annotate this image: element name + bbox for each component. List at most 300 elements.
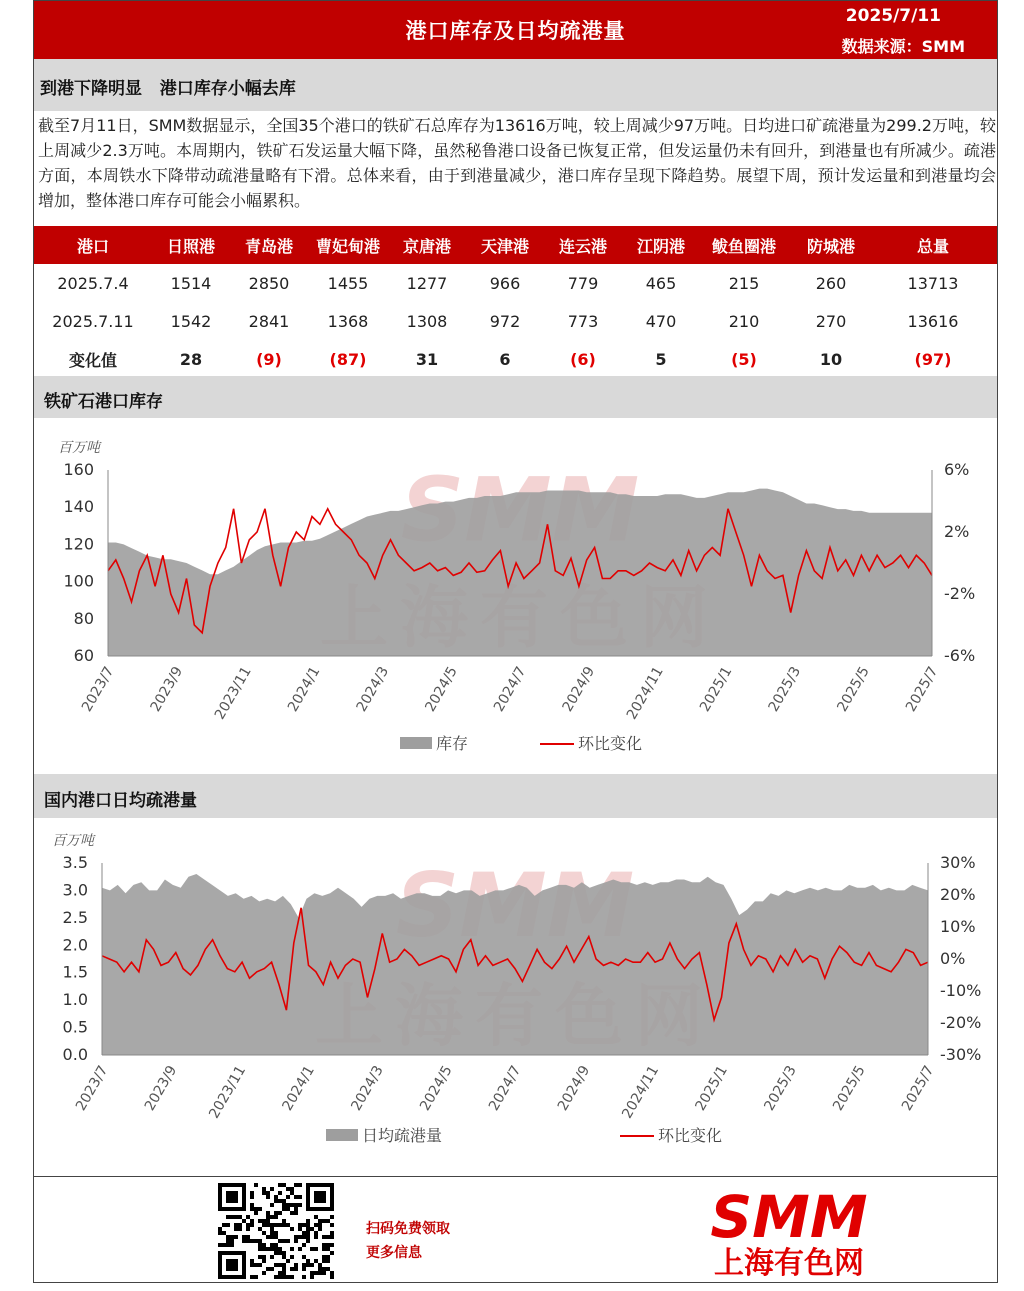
y2-tick-label: -2% (944, 584, 976, 603)
qr-module (294, 1267, 298, 1271)
x-tick-label: 2023/9 (147, 664, 187, 715)
qr-module (266, 1267, 270, 1271)
qr-module (282, 1223, 286, 1227)
x-tick-label: 2024/5 (422, 664, 461, 715)
qr-module (294, 1239, 298, 1243)
qr-module (274, 1211, 278, 1215)
qr-module (266, 1211, 270, 1215)
qr-module (298, 1223, 302, 1227)
qr-module (278, 1275, 282, 1279)
qr-module (306, 1223, 310, 1227)
qr-module (282, 1219, 286, 1223)
qr-module (302, 1235, 306, 1239)
qr-module (306, 1219, 310, 1223)
qr-module (306, 1231, 310, 1235)
x-tick-label: 2025/7 (902, 664, 942, 715)
qr-module (286, 1195, 290, 1199)
column-header: 江阴港 (636, 236, 685, 256)
table-cell: 210 (728, 311, 760, 331)
qr-module (286, 1223, 290, 1227)
y2-tick-label: 10% (940, 917, 976, 936)
qr-module (294, 1263, 298, 1267)
qr-module (302, 1243, 306, 1247)
qr-module (306, 1235, 310, 1239)
promo-text (366, 1217, 450, 1265)
qr-module (262, 1243, 266, 1247)
qr-module (298, 1227, 302, 1231)
table-row (34, 264, 997, 302)
qr-module (282, 1275, 286, 1279)
qr-module (310, 1271, 314, 1275)
qr-module (242, 1239, 246, 1243)
qr-module (326, 1267, 330, 1271)
y2-tick-label: -10% (940, 981, 982, 1000)
column-header: 青岛港 (244, 236, 293, 256)
qr-module (302, 1275, 306, 1279)
qr-module (250, 1203, 254, 1207)
qr-module (322, 1255, 326, 1259)
table-cell: 1455 (327, 273, 369, 293)
column-header: 总量 (916, 236, 949, 256)
x-tick-label: 2024/9 (554, 1063, 594, 1114)
qr-module (246, 1239, 250, 1243)
qr-module (282, 1239, 286, 1243)
qr-module (298, 1183, 302, 1187)
qr-module (258, 1243, 262, 1247)
table-cell: 972 (489, 311, 521, 331)
y2-tick-label: -20% (940, 1013, 982, 1032)
promo-line-1: 扫码免费领取 (366, 1221, 450, 1237)
qr-module (318, 1223, 322, 1227)
change-cell: 5 (655, 349, 667, 369)
qr-module (218, 1231, 222, 1235)
qr-module (330, 1215, 334, 1219)
table-cell: 215 (728, 273, 760, 293)
y-tick-label: 160 (63, 460, 94, 479)
qr-module (322, 1271, 326, 1275)
qr-module (274, 1223, 278, 1227)
qr-module (330, 1243, 334, 1247)
legend-swatch-area (400, 737, 432, 749)
qr-module (282, 1251, 286, 1255)
qr-module (302, 1263, 306, 1267)
qr-module (310, 1227, 314, 1231)
qr-module (270, 1223, 274, 1227)
qr-module (286, 1259, 290, 1263)
qr-module (282, 1271, 286, 1275)
y-tick-label: 1.0 (62, 990, 88, 1010)
x-tick-label: 2025/3 (765, 664, 805, 715)
qr-module (330, 1231, 334, 1235)
x-tick-label: 2025/5 (834, 664, 873, 715)
x-tick-label: 2024/7 (485, 1063, 525, 1114)
x-tick-label: 2025/5 (830, 1063, 869, 1114)
change-label: 变化值 (68, 350, 117, 370)
qr-module (282, 1263, 286, 1267)
qr-module (286, 1187, 290, 1191)
qr-module (234, 1223, 238, 1227)
qr-module (274, 1263, 278, 1267)
change-cell: (87) (329, 349, 367, 369)
qr-module (234, 1235, 238, 1239)
qr-module (262, 1259, 266, 1263)
y-tick-label: 120 (63, 534, 94, 554)
qr-module (234, 1227, 238, 1231)
table-cell: 13616 (907, 311, 959, 331)
qr-module (318, 1267, 322, 1271)
report-header (34, 1, 997, 59)
qr-module (262, 1271, 266, 1275)
qr-finder-core (314, 1191, 326, 1203)
discharge-chart-svg (34, 818, 996, 1176)
table-cell: 1368 (327, 311, 369, 331)
footer (34, 1176, 997, 1284)
y-tick-label: 0.0 (62, 1045, 88, 1064)
table-cell: 779 (567, 273, 599, 293)
qr-module (278, 1223, 282, 1227)
qr-module (294, 1203, 298, 1207)
table-cell: 1277 (406, 273, 448, 293)
qr-module (262, 1187, 266, 1191)
qr-module (242, 1235, 246, 1239)
qr-module (282, 1183, 286, 1187)
qr-module (270, 1235, 274, 1239)
qr-module (290, 1227, 294, 1231)
qr-module (270, 1187, 274, 1191)
qr-module (298, 1195, 302, 1199)
qr-module (278, 1271, 282, 1275)
qr-module (258, 1239, 262, 1243)
qr-module (250, 1263, 254, 1267)
x-tick-label: 2025/1 (692, 1063, 731, 1114)
qr-module (238, 1227, 242, 1231)
qr-module (290, 1187, 294, 1191)
qr-module (230, 1235, 234, 1239)
qr-module (226, 1235, 230, 1239)
smm-logo (664, 1187, 914, 1277)
qr-module (310, 1263, 314, 1267)
qr-module (258, 1219, 262, 1223)
qr-module (250, 1239, 254, 1243)
change-cell: 28 (179, 349, 203, 369)
qr-module (298, 1235, 302, 1239)
y-tick-label: 100 (63, 571, 94, 591)
qr-module (318, 1219, 322, 1223)
qr-module (322, 1235, 326, 1239)
qr-module (258, 1263, 262, 1267)
qr-module (254, 1263, 258, 1267)
table-cell: 2850 (248, 273, 290, 293)
x-tick-label: 2023/7 (72, 1063, 112, 1114)
y-tick-label: 140 (63, 497, 94, 517)
x-tick-label: 2025/1 (696, 664, 736, 715)
qr-module (270, 1203, 274, 1207)
qr-module (246, 1235, 250, 1239)
qr-module (294, 1195, 298, 1199)
qr-module (278, 1247, 282, 1251)
qr-code-icon[interactable] (218, 1183, 334, 1279)
qr-module (254, 1207, 258, 1211)
qr-module (250, 1191, 254, 1195)
qr-module (262, 1223, 266, 1227)
x-tick-label: 2024/9 (559, 664, 599, 715)
x-tick-label: 2024/1 (284, 664, 324, 715)
port-inventory-table (34, 226, 997, 378)
y-tick-label: 60 (73, 646, 94, 665)
qr-module (270, 1231, 274, 1235)
qr-module (326, 1219, 330, 1223)
discharge-chart (34, 818, 996, 1176)
qr-module (226, 1215, 230, 1219)
qr-module (270, 1247, 274, 1251)
qr-module (238, 1223, 242, 1227)
y-tick-label: 3.0 (62, 880, 88, 900)
y2-tick-label: 6% (944, 460, 970, 479)
change-cell: (97) (914, 349, 952, 369)
qr-module (262, 1247, 266, 1251)
qr-module (266, 1195, 270, 1199)
qr-module (230, 1215, 234, 1219)
qr-module (302, 1255, 306, 1259)
qr-module (254, 1211, 258, 1215)
qr-module (294, 1211, 298, 1215)
qr-module (306, 1239, 310, 1243)
qr-module (282, 1207, 286, 1211)
qr-module (218, 1243, 222, 1247)
change-cell: 31 (415, 349, 439, 369)
x-tick-label: 2023/11 (206, 1063, 250, 1122)
qr-module (302, 1231, 306, 1235)
qr-module (290, 1247, 294, 1251)
column-header: 日照港 (166, 236, 215, 256)
x-tick-label: 2025/7 (898, 1063, 938, 1114)
qr-module (266, 1223, 270, 1227)
legend-label-area: 库存 (436, 734, 469, 753)
qr-module (290, 1275, 294, 1279)
table-cell: 260 (815, 273, 847, 293)
qr-module (322, 1247, 326, 1251)
qr-module (290, 1255, 294, 1259)
qr-module (250, 1275, 254, 1279)
qr-module (314, 1215, 318, 1219)
column-header: 连云港 (558, 236, 607, 256)
report-date: 2025/7/11 (845, 6, 941, 26)
qr-module (278, 1263, 282, 1267)
change-row (34, 340, 997, 378)
table-cell: 465 (645, 273, 677, 293)
table-cell: 2025.7.4 (57, 273, 129, 293)
qr-module (278, 1199, 282, 1203)
qr-module (266, 1235, 270, 1239)
qr-module (330, 1275, 334, 1279)
qr-module (314, 1223, 318, 1227)
qr-module (266, 1191, 270, 1195)
qr-module (274, 1251, 278, 1255)
y2-tick-label: -6% (944, 646, 976, 665)
x-tick-label: 2024/3 (348, 1063, 387, 1114)
qr-module (222, 1231, 226, 1235)
qr-module (278, 1191, 282, 1195)
qr-module (310, 1275, 314, 1279)
legend-label-area: 日均疏港量 (362, 1126, 443, 1145)
table-cell: 2841 (248, 311, 290, 331)
qr-module (294, 1207, 298, 1211)
table-cell: 773 (567, 311, 599, 331)
y2-tick-label: 2% (944, 522, 970, 541)
column-header: 曹妃甸港 (315, 236, 380, 256)
change-cell: (6) (570, 349, 596, 369)
report-frame (33, 0, 998, 1283)
x-tick-label: 2024/5 (417, 1063, 456, 1114)
qr-module (286, 1275, 290, 1279)
qr-module (250, 1223, 254, 1227)
table-cell: 270 (815, 311, 847, 331)
qr-module (250, 1195, 254, 1199)
qr-module (290, 1211, 294, 1215)
table-cell: 1308 (406, 311, 448, 331)
discharge-chart-title (34, 774, 997, 818)
table-header-row (34, 226, 997, 264)
qr-module (274, 1199, 278, 1203)
x-tick-label: 2024/11 (623, 664, 667, 723)
table-cell: 2025.7.11 (52, 311, 134, 331)
qr-module (314, 1231, 318, 1235)
y2-tick-label: 0% (940, 949, 966, 968)
legend-label-line: 环比变化 (578, 734, 643, 753)
qr-module (246, 1223, 250, 1227)
qr-module (266, 1247, 270, 1251)
qr-module (286, 1207, 290, 1211)
y-tick-label: 2.5 (62, 907, 88, 927)
column-header: 防城港 (806, 236, 855, 256)
qr-module (226, 1239, 230, 1243)
change-cell: (5) (731, 349, 757, 369)
qr-module (250, 1207, 254, 1211)
qr-module (230, 1243, 234, 1247)
qr-module (322, 1219, 326, 1223)
qr-module (306, 1263, 310, 1267)
y-tick-label: 1.5 (62, 962, 88, 982)
qr-module (254, 1275, 258, 1279)
qr-module (330, 1235, 334, 1239)
legend-label-line: 环比变化 (658, 1126, 723, 1145)
x-tick-label: 2024/7 (490, 664, 530, 715)
table-cell: 1514 (170, 273, 212, 293)
qr-module (258, 1227, 262, 1231)
qr-module (266, 1215, 270, 1219)
qr-module (326, 1243, 330, 1247)
qr-module (242, 1219, 246, 1223)
qr-module (326, 1235, 330, 1239)
qr-module (226, 1243, 230, 1247)
table-cell: 470 (645, 311, 677, 331)
qr-module (314, 1247, 318, 1251)
unit-label: 百万吨 (58, 440, 100, 456)
qr-module (274, 1275, 278, 1279)
qr-module (278, 1251, 282, 1255)
y2-tick-label: 30% (940, 853, 976, 872)
report-title: 港口库存及日均疏港量 (405, 19, 626, 43)
qr-module (246, 1215, 250, 1219)
qr-module (290, 1267, 294, 1271)
qr-module (270, 1215, 274, 1219)
qr-module (266, 1219, 270, 1223)
x-tick-label: 2024/11 (619, 1063, 663, 1122)
qr-module (322, 1259, 326, 1263)
qr-module (274, 1231, 278, 1235)
qr-module (222, 1243, 226, 1247)
qr-module (258, 1207, 262, 1211)
qr-module (258, 1247, 262, 1251)
qr-module (222, 1223, 226, 1227)
x-tick-label: 2023/7 (78, 664, 118, 715)
qr-module (282, 1203, 286, 1207)
qr-module (322, 1267, 326, 1271)
qr-module (330, 1251, 334, 1255)
table-cell: 13713 (907, 273, 959, 293)
promo-line-2: 更多信息 (366, 1245, 422, 1261)
qr-module (326, 1247, 330, 1251)
qr-module (298, 1247, 302, 1251)
logo-latin: SMM (710, 1187, 868, 1251)
qr-module (282, 1255, 286, 1259)
qr-module (246, 1227, 250, 1231)
change-cell: 6 (499, 349, 511, 369)
qr-module (290, 1203, 294, 1207)
column-header: 鲅鱼圈港 (711, 236, 776, 256)
qr-module (230, 1239, 234, 1243)
qr-module (270, 1267, 274, 1271)
qr-module (330, 1271, 334, 1275)
qr-module (318, 1263, 322, 1267)
table-row (34, 302, 997, 340)
qr-module (278, 1239, 282, 1243)
qr-module (306, 1227, 310, 1231)
qr-module (218, 1227, 222, 1231)
data-source: 数据来源：SMM (841, 37, 965, 56)
qr-module (282, 1267, 286, 1271)
qr-module (322, 1243, 326, 1247)
qr-finder-core (226, 1259, 238, 1271)
inventory-chart-title-text: 铁矿石港口库存 (44, 392, 163, 412)
qr-module (282, 1199, 286, 1203)
qr-module (274, 1195, 278, 1199)
qr-module (262, 1255, 266, 1259)
inventory-chart-title (34, 376, 997, 418)
summary-paragraph: 截至7月11日，SMM数据显示，全国35个港口的铁矿石总库存为13616万吨，较上周减少97万吨。日均进口矿疏港量为299.2万吨，较上周减少2.3万吨。本周期内，铁矿石发运量大幅下降，虽然秘鲁港口设备已恢复正常，但发运量仍未有回升，到港量也有所减少。疏港方面，本周铁水下降带动疏港量略有下滑。总体来看，由于到港量减少，港口库存呈现下降趋势。展望下周，预计发运量和到港量均会增加，整体港口库存可能会小幅累积。 (38, 116, 996, 210)
qr-module (270, 1227, 274, 1231)
qr-module (274, 1243, 278, 1247)
y-tick-label: 80 (73, 608, 94, 628)
qr-module (318, 1271, 322, 1275)
qr-module (330, 1223, 334, 1227)
headline-bar (34, 59, 997, 111)
x-tick-label: 2025/3 (761, 1063, 800, 1114)
unit-label: 百万吨 (52, 833, 94, 849)
qr-module (254, 1239, 258, 1243)
qr-module (274, 1235, 278, 1239)
logo-cn: 上海有色网 (714, 1246, 864, 1277)
inventory-chart-svg (34, 418, 996, 774)
column-header: 京唐港 (402, 236, 451, 256)
discharge-chart-title-text: 国内港口日均疏港量 (44, 791, 197, 811)
qr-module (326, 1255, 330, 1259)
qr-module (270, 1255, 274, 1259)
qr-module (254, 1183, 258, 1187)
qr-module (306, 1259, 310, 1263)
qr-module (258, 1255, 262, 1259)
column-header: 港口 (76, 236, 109, 256)
